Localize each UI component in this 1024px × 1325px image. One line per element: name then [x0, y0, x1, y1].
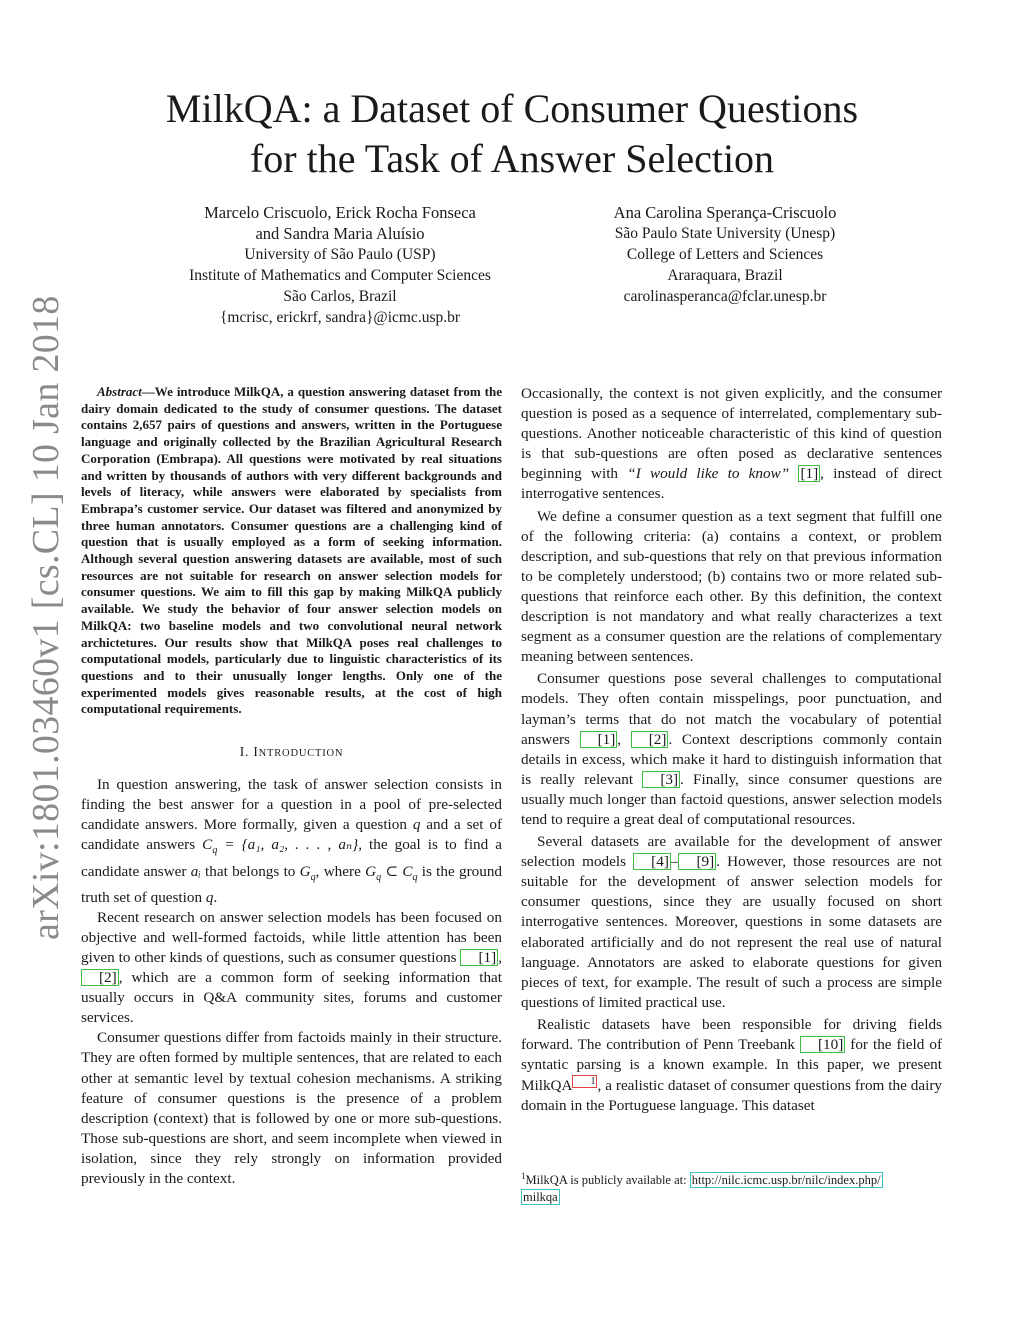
affiliation-2: College of Letters and Sciences: [626, 246, 824, 263]
title-line-2: for the Task of Answer Selection: [249, 136, 775, 181]
paragraph: Several datasets are available for the development of answer selection models [4] – [9] . However, those resources are not suitable for the development of answer selection models for consumer questions, since they are usually focused on short interrogative sentences. Moreover, questions in some datasets are elaborated artificially and do not represent the real use of natural language. Annotators are asked to elaborate questions for given pieces of text, for example. The result of such a process are simple questions of limited practical use.: [521, 833, 942, 1011]
arxiv-stamp: arXiv:1801.03460v1 [cs.CL] 10 Jan 2018: [25, 295, 67, 940]
abstract: [81, 384, 502, 718]
citation-link[interactable]: [3]: [642, 771, 680, 788]
affiliation-3: Araraquara, Brazil: [667, 267, 783, 284]
citation-link[interactable]: [1]: [800, 465, 819, 483]
citation-link[interactable]: [4]: [633, 853, 671, 870]
citation-link[interactable]: [1]: [460, 949, 498, 966]
footnote-marker-link[interactable]: 1: [572, 1075, 597, 1088]
author-name: Ana Carolina Sperança-Criscuolo: [613, 203, 837, 222]
footnote-url-link-continued[interactable]: milkqa: [523, 1190, 558, 1205]
affiliation-1: University of São Paulo (USP): [244, 246, 436, 263]
paper-title: [100, 84, 924, 184]
affiliation-2: Institute of Mathematics and Computer Sciences: [189, 267, 491, 284]
footnote-number: 1: [521, 1171, 526, 1181]
paragraph: Consumer questions pose several challenges to computational models. They often contain misspelings, poor punctuation, and layman’s terms that do not match the vocabulary of potential answers [1] , [2] . Context descriptions commonly contain details in excess, which make it hard to distinguish information that is really relevant [3] . Finally, since consumer questions are usually much longer than factoid questions, answer selection models tend to require a great deal of computational resources.: [521, 670, 943, 828]
abstract-text: —We introduce MilkQA, a question answering dataset from the dairy domain dedicated to the study of consumer questions. The dataset contains 2,657 pairs of questions and answers, written in the Portuguese language and originally collected by the Brazilian Agricultural Research Corporation (Embrapa). All questions were motivated by real situations and written by thousands of authors with very different backgrounds and levels of literacy, while answers were elaborated by specialists from Embrapa’s customer service. Our dataset was filtered and anonymized by three human annotators. Consumer questions are a challenging kind of question that is usually employed as a form of seeking information. Although several question answering datasets are available, most of such resources are not suitable for research on answer selection models for consumer questions. We aim to fill this gap by making MilkQA publicly available. We study the behavior of four answer selection models on MilkQA: two baseline models and two convolutional neural network archictetures. Our results show that MilkQA poses real challenges to computational models, particularly due to linguistic characteristics of its questions and to their unusually longer lengths. Only one of the experimented models gives reasonable results, at the cost of high computational requirements.: [81, 384, 502, 717]
footnote-text: MilkQA is publicly available at:: [525, 1173, 690, 1188]
author-block-left: [150, 202, 530, 328]
author-email: carolinasperanca@fclar.unesp.br: [623, 288, 827, 305]
abstract-heading: Abstract: [97, 384, 142, 399]
citation-link[interactable]: [9]: [678, 853, 716, 870]
paragraph: Recent research on answer selection models has been focused on objective and well-formed factoids, while little attention has been given to other kinds of questions, such as consumer questions [1] , [2] , which are a common form of seeking information that usually occurs in Q&A community sites, forums and customer services.: [81, 908, 502, 1027]
footnote: [521, 1168, 942, 1206]
citation-link[interactable]: [1]: [580, 731, 618, 748]
author-block-right: [560, 202, 890, 307]
paragraph: Occasionally, the context is not given explicitly, and the consumer question is posed as a sequence of interrelated, complementary sub-questions. Another noticeable characteristic of this kind of question is that sub-questions are often posed as declarative sentences beginning with “I would like to know” [1] , instead of direct interrogative sentences.: [521, 385, 942, 503]
citation-link[interactable]: [10]: [800, 1036, 845, 1053]
paragraph: Realistic datasets have been responsible for driving fields forward. The contribution of Penn Treebank [10] for the field of syntatic parsing is a known example. In this paper, we present MilkQA 1 , a realistic dataset of consumer questions from the dairy domain in the Portuguese language. This dataset: [521, 1015, 943, 1115]
author-names-2: and Sandra Maria Aluísio: [255, 224, 425, 243]
paragraph: In question answering, the task of answer selection consists in finding the best answer for a question in a pool of pre-selected candidate answers. More formally, given a question q and a set of candidate answers $C_q = \{a_1$, a₂, . . . , aₙ}, the goal is to find a candidate answer aᵢ that belongs to $G_q$, where $G_q$ ⊂ $C_q$ is the ground truth set of question q.: [81, 776, 503, 906]
citation-link[interactable]: [2]: [631, 731, 669, 748]
citation-link[interactable]: [2]: [81, 969, 119, 986]
right-column: [521, 384, 942, 1116]
affiliation-3: São Carlos, Brazil: [283, 288, 397, 305]
author-emails: {mcrisc, erickrf, sandra}@icmc.usp.br: [219, 309, 461, 326]
left-column: [81, 384, 502, 1189]
affiliation-1: São Paulo State University (Unesp): [614, 225, 836, 242]
paragraph: We define a consumer question as a text segment that fulfill one of the following criteria: (a) contains a context, or problem description, and sub-questions that rely on that previous information to be completely understood; (b) contains two or more related sub-questions that reinforce each other. By this definition, the context description is not mandatory and what really characterizes a text segment as a consumer question are the relations of complementary meaning between sentences.: [521, 507, 942, 666]
author-names-1: Marcelo Criscuolo, Erick Rocha Fonseca: [204, 203, 476, 222]
paragraph: Consumer questions differ from factoids mainly in their structure. They are often formed by multiple sentences, that are related to each other at semantic level by textual cohesion mechanisms. A striking feature of consumer questions is the presence of a problem description (context) that is followed by one or more sub-questions. Those sub-questions are short, and seem incomplete when viewed in isolation, since they rely strongly on information provided previously in the context.: [81, 1029, 502, 1187]
title-line-1: MilkQA: a Dataset of Consumer Questions: [165, 86, 859, 131]
footnote-url-link[interactable]: http://nilc.icmc.usp.br/nilc/index.php/: [691, 1173, 881, 1188]
section-heading-introduction: I. INTRODUCTION: [239, 744, 344, 760]
